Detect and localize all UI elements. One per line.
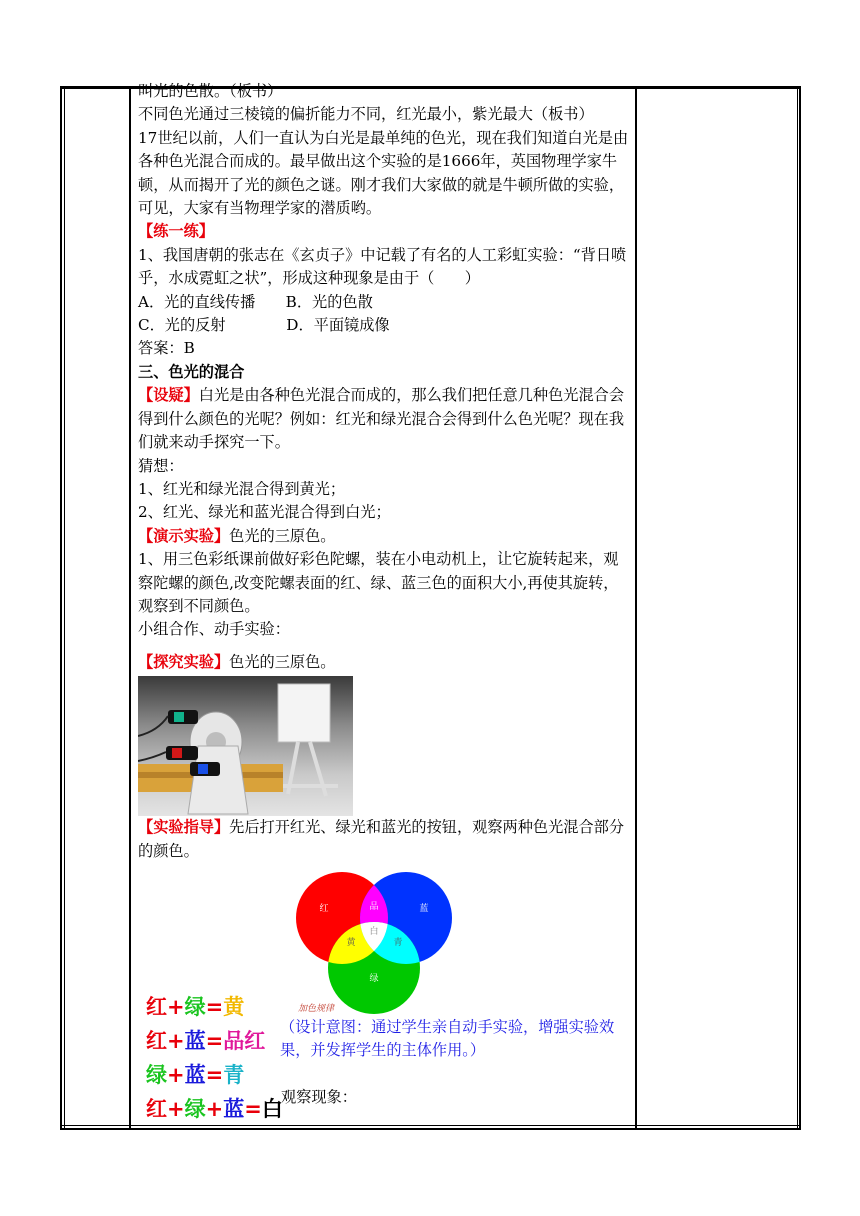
venn-label-red: 红 bbox=[319, 904, 329, 914]
legend-term: 蓝 bbox=[184, 1063, 206, 1087]
legend-plus: + bbox=[167, 1097, 185, 1121]
option-line-1: A．光的直线传播 B．光的色散 bbox=[138, 292, 373, 311]
legend-row-1 bbox=[146, 990, 283, 1024]
legend-row-3 bbox=[146, 1058, 283, 1092]
legend-result: 白 bbox=[261, 1097, 283, 1121]
legend-result: 青 bbox=[223, 1063, 245, 1087]
table-column-divider-left bbox=[129, 86, 131, 1130]
guess-1: 1、红光和绿光混合得到黄光； bbox=[138, 479, 346, 498]
demo-paragraph bbox=[138, 525, 630, 548]
guide-label: 【实验指导】 bbox=[138, 818, 230, 837]
table-column-divider-right bbox=[635, 86, 637, 1130]
explore-label: 【探究实验】 bbox=[138, 652, 230, 671]
venn-label-blue: 蓝 bbox=[419, 904, 429, 914]
legend-equals: = bbox=[205, 1063, 224, 1087]
legend-equals: = bbox=[244, 1097, 262, 1121]
question-paragraph bbox=[138, 384, 630, 454]
guide-paragraph bbox=[138, 816, 630, 863]
guide-text: 先后打开红光、绿光和蓝光的按钮，观察两种色光混合部分的颜色。 bbox=[138, 818, 624, 860]
table-inner-left-border bbox=[64, 86, 65, 1130]
text-line-3: 17世纪以前，人们一直认为白光是最单纯的色光，现在我们知道白光是由各种色光混合而成的。最早做出这个实验的是1666年，英国物理学家牛顿，从而揭开了光的颜色之谜。刚才我们大家做的就是牛顿所做的实验，可见，大家有当物理学家的潜质哟。 bbox=[138, 128, 629, 218]
venn-caption: 加色规律 bbox=[297, 1004, 335, 1014]
venn-label-green: 绿 bbox=[369, 974, 379, 984]
legend-term: 绿 bbox=[184, 1097, 206, 1121]
legend-term: 红 bbox=[146, 1097, 167, 1121]
legend-plus: + bbox=[167, 995, 185, 1019]
experiment-apparatus-image bbox=[138, 676, 353, 816]
legend-result: 品红 bbox=[223, 1029, 266, 1053]
question-text: 白光是由各种色光混合而成的，那么我们把任意几种色光混合会得到什么颜色的光呢？例如：红光和绿光混合会得到什么色光呢？现在我们就来动手探究一下。 bbox=[138, 386, 624, 452]
demo-description: 1、用三色彩纸课前做好彩色陀螺，装在小电动机上，让它旋转起来，观察陀螺的颜色,改变陀螺表面的红、绿、蓝三色的面积大小,再使其旋转，观察到不同颜色。 bbox=[138, 550, 619, 615]
venn-label-white: 白 bbox=[369, 927, 379, 937]
practice-question: 1、我国唐朝的张志在《玄贞子》中记载了有名的人工彩虹实验：“背日喷乎，水成霓虹之状”，形成这种现象是由于（ ） bbox=[138, 245, 627, 288]
design-intent: （设计意图：通过学生亲自动手实验，增强实验效果，并发挥学生的主体作用。） bbox=[280, 1018, 615, 1060]
legend-equals: = bbox=[205, 995, 224, 1019]
legend-plus: + bbox=[205, 1097, 224, 1121]
table-inner-right-border bbox=[797, 86, 798, 1130]
option-line-2: C．光的反射 D．平面镜成像 bbox=[138, 316, 390, 335]
color-mixing-legend bbox=[146, 990, 283, 1126]
legend-equals: = bbox=[205, 1029, 224, 1053]
section-heading: 三、色光的混合 bbox=[138, 362, 245, 381]
venn-label-magenta: 品 bbox=[369, 902, 379, 912]
legend-term: 绿 bbox=[146, 1063, 167, 1087]
legend-term: 绿 bbox=[184, 995, 206, 1019]
legend-term: 红 bbox=[146, 1029, 167, 1053]
practice-heading: 【练一练】 bbox=[138, 222, 214, 241]
text-line-2: 不同色光通过三棱镜的偏折能力不同，红光最小，紫光最大（板书） bbox=[138, 105, 594, 124]
legend-plus: + bbox=[167, 1063, 185, 1087]
additive-color-venn bbox=[288, 868, 460, 1016]
lesson-content bbox=[138, 80, 630, 863]
demo-label: 【演示实验】 bbox=[138, 526, 230, 545]
legend-result: 黄 bbox=[223, 995, 245, 1019]
demo-text: 色光的三原色。 bbox=[229, 526, 336, 545]
answer: 答案：B bbox=[138, 339, 195, 358]
venn-label-cyan: 青 bbox=[393, 938, 403, 948]
observe-label: 观察现象： bbox=[281, 1088, 357, 1106]
venn-diagram bbox=[288, 868, 460, 1016]
explore-text: 色光的三原色。 bbox=[229, 652, 336, 671]
legend-term: 红 bbox=[146, 995, 167, 1019]
venn-label-yellow: 黄 bbox=[346, 938, 356, 948]
experiment-photo bbox=[138, 676, 353, 816]
legend-row-2 bbox=[146, 1024, 283, 1058]
explore-paragraph bbox=[138, 651, 630, 674]
legend-row-4 bbox=[146, 1092, 283, 1126]
group-text: 小组合作、动手实验： bbox=[138, 620, 290, 639]
legend-term: 蓝 bbox=[223, 1097, 245, 1121]
legend-plus: + bbox=[167, 1029, 185, 1053]
question-label: 【设疑】 bbox=[138, 386, 199, 405]
guess-heading: 猜想： bbox=[138, 456, 184, 475]
guess-2: 2、红光、绿光和蓝光混合得到白光； bbox=[138, 503, 391, 522]
legend-term: 蓝 bbox=[184, 1029, 206, 1053]
text-line-1: 叫光的色散。（板书） bbox=[138, 82, 283, 100]
